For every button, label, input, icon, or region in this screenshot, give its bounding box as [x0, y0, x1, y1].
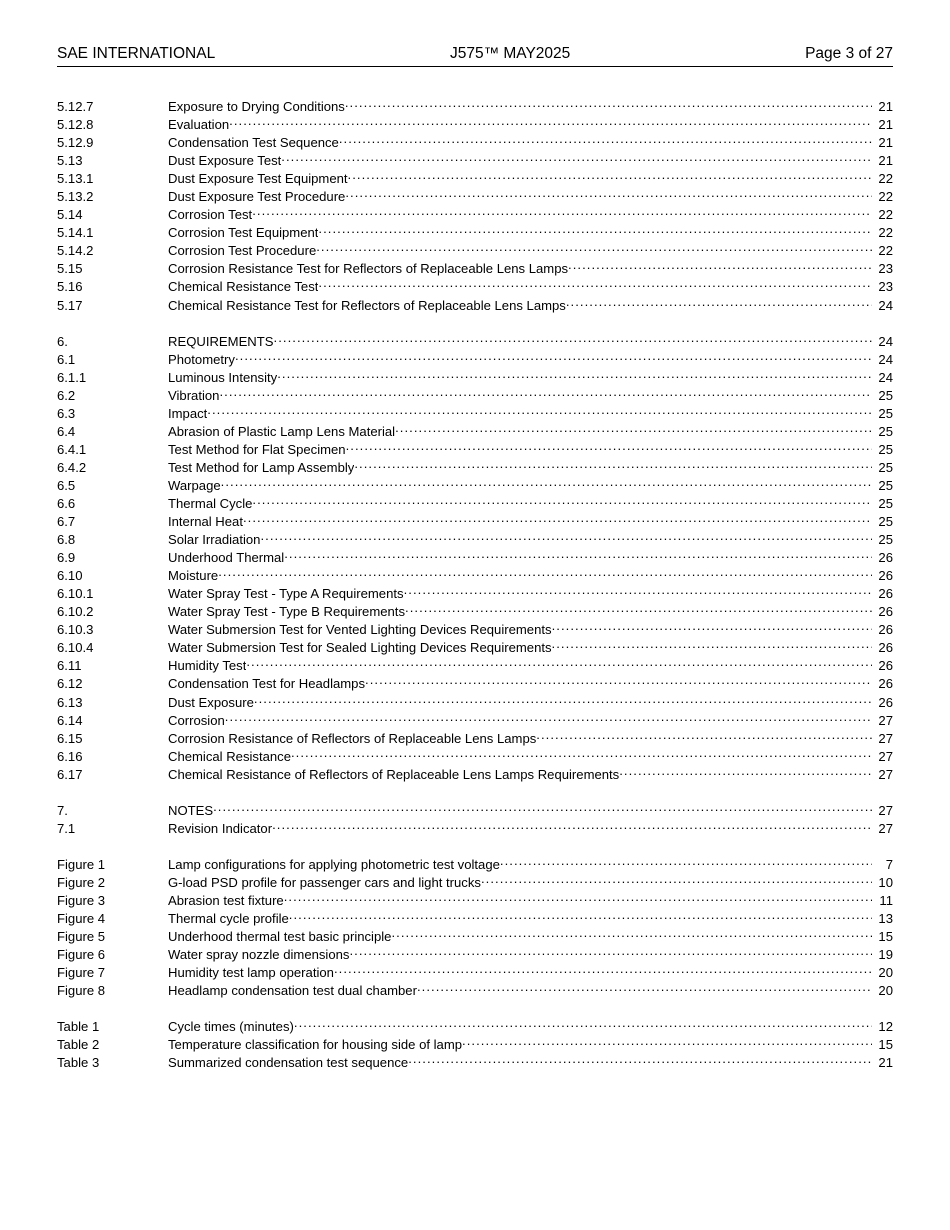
table-of-contents	[57, 97, 893, 1071]
toc-dot-leader	[207, 404, 872, 418]
toc-entry[interactable]	[57, 151, 893, 169]
toc-entry-title: Underhood thermal test basic principle	[168, 929, 392, 945]
toc-dot-leader	[417, 981, 872, 995]
toc-entry-page: 26	[878, 604, 893, 620]
toc-dot-leader	[213, 801, 872, 815]
toc-entry-number: 5.12.8	[57, 117, 94, 133]
toc-entry-title: Photometry	[168, 351, 235, 367]
toc-group-section-5-continued	[57, 97, 893, 314]
toc-dot-leader	[345, 97, 872, 111]
toc-entry[interactable]	[57, 115, 893, 133]
toc-entry-title: Solar Irradiation	[168, 532, 261, 548]
toc-entry-number: Figure 2	[57, 874, 106, 890]
toc-entry-page: 27	[878, 766, 893, 782]
toc-entry-number: Table 1	[57, 1019, 100, 1035]
toc-dot-leader	[568, 259, 872, 273]
toc-entry-title: Humidity Test	[168, 658, 247, 674]
toc-dot-leader	[345, 187, 872, 201]
toc-entry-page: 24	[878, 333, 893, 349]
toc-group-section-6-requirements	[57, 332, 893, 783]
toc-entry-number: Figure 1	[57, 856, 106, 872]
toc-entry-page: 7	[885, 856, 893, 872]
toc-dot-leader	[552, 638, 872, 652]
toc-entry-number: 5.13	[57, 153, 83, 169]
toc-entry[interactable]	[57, 548, 893, 566]
toc-entry-number: 6.1	[57, 351, 76, 367]
toc-entry-page: 24	[878, 351, 893, 367]
toc-dot-leader	[221, 476, 872, 490]
toc-entry-title: Dust Exposure	[168, 694, 254, 710]
toc-entry-page: 22	[878, 207, 893, 223]
toc-dot-leader	[348, 169, 872, 183]
toc-entry[interactable]	[57, 277, 893, 295]
toc-entry-page: 26	[878, 550, 893, 566]
toc-entry-number: 6.4	[57, 423, 76, 439]
page-header	[57, 44, 893, 67]
toc-dot-leader	[289, 909, 872, 923]
toc-entry-title: Water Spray Test - Type A Requirements	[168, 586, 404, 602]
toc-entry-number: 6.10	[57, 568, 83, 584]
toc-entry-number: 6.6	[57, 495, 76, 511]
toc-dot-leader	[218, 566, 872, 580]
toc-entry-page: 26	[878, 658, 893, 674]
toc-dot-leader	[318, 277, 872, 291]
toc-entry[interactable]	[57, 440, 893, 458]
toc-entry-number: 5.13.2	[57, 189, 94, 205]
header-organization: SAE INTERNATIONAL	[57, 45, 216, 62]
toc-dot-leader	[229, 115, 872, 129]
toc-entry[interactable]	[57, 566, 893, 584]
toc-entry-page: 26	[878, 640, 893, 656]
toc-entry-number: 5.14	[57, 207, 83, 223]
toc-dot-leader	[566, 296, 872, 310]
toc-entry-title: Test Method for Lamp Assembly	[168, 459, 355, 475]
toc-entry[interactable]	[57, 259, 893, 277]
toc-dot-leader	[408, 1053, 872, 1067]
toc-entry-number: 6.16	[57, 748, 83, 764]
toc-entry[interactable]	[57, 873, 893, 891]
toc-entry-number: 5.12.9	[57, 135, 94, 151]
toc-entry-number: 6.7	[57, 514, 76, 530]
toc-entry-page: 25	[878, 459, 893, 475]
toc-entry[interactable]	[57, 711, 893, 729]
toc-dot-leader	[277, 368, 872, 382]
toc-dot-leader	[291, 747, 872, 761]
toc-entry-title: Corrosion Resistance Test for Reflectors of Replaceable Lens Lamps	[168, 261, 569, 277]
toc-entry-title: Water Spray Test - Type B Requirements	[168, 604, 405, 620]
toc-dot-leader	[349, 945, 872, 959]
toc-dot-leader	[395, 422, 872, 436]
toc-entry-title: Chemical Resistance	[168, 748, 291, 764]
toc-entry-title: Lamp configurations for applying photometric test voltage	[168, 856, 500, 872]
toc-entry-title: NOTES	[168, 802, 214, 818]
toc-entry-number: 6.10.1	[57, 586, 94, 602]
toc-entry-title: Chemical Resistance Test	[168, 279, 319, 295]
toc-entry-title: Impact	[168, 405, 208, 421]
toc-entry[interactable]	[57, 638, 893, 656]
toc-entry-page: 22	[878, 171, 893, 187]
toc-dot-leader	[252, 494, 872, 508]
toc-dot-leader	[219, 386, 872, 400]
toc-entry-number: 5.14.1	[57, 225, 94, 241]
toc-dot-leader	[339, 133, 872, 147]
toc-entry-number: 6.1.1	[57, 369, 87, 385]
toc-entry-title: Corrosion	[168, 712, 225, 728]
toc-entry-page: 22	[878, 189, 893, 205]
toc-entry-number: 6.8	[57, 532, 76, 548]
toc-entry-page: 23	[878, 279, 893, 295]
toc-group-figures	[57, 855, 893, 999]
toc-entry-title: Dust Exposure Test Procedure	[168, 189, 346, 205]
toc-dot-leader	[334, 963, 872, 977]
toc-dot-leader	[391, 927, 872, 941]
toc-entry-number: 5.13.1	[57, 171, 94, 187]
toc-entry-number: 6.	[57, 333, 68, 349]
toc-entry[interactable]	[57, 530, 893, 548]
toc-entry-number: 5.17	[57, 297, 83, 313]
toc-entry-page: 25	[878, 387, 893, 403]
toc-entry-number: Figure 4	[57, 910, 106, 926]
toc-entry-number: 6.4.2	[57, 459, 87, 475]
toc-entry-number: 6.3	[57, 405, 76, 421]
toc-entry[interactable]	[57, 169, 893, 187]
toc-entry-title: Headlamp condensation test dual chamber	[168, 983, 417, 999]
toc-entry[interactable]	[57, 909, 893, 927]
toc-entry-title: Dust Exposure Test Equipment	[168, 171, 348, 187]
toc-entry-page: 21	[878, 117, 893, 133]
header-page-number: Page 3 of 27	[805, 45, 893, 62]
toc-dot-leader	[294, 1017, 872, 1031]
toc-entry-page: 25	[878, 405, 893, 421]
toc-entry-number: 7.	[57, 802, 68, 818]
toc-entry-page: 20	[878, 983, 893, 999]
toc-entry-page: 25	[878, 477, 893, 493]
toc-entry[interactable]	[57, 674, 893, 692]
toc-entry-page: 26	[878, 622, 893, 638]
toc-entry-number: 6.9	[57, 550, 76, 566]
toc-entry[interactable]	[57, 1053, 893, 1071]
toc-entry-title: Abrasion of Plastic Lamp Lens Material	[168, 423, 396, 439]
toc-entry[interactable]	[57, 945, 893, 963]
toc-entry-page: 10	[878, 874, 893, 890]
toc-entry-title: Corrosion Test Procedure	[168, 243, 317, 259]
toc-entry-page: 27	[878, 820, 893, 836]
toc-entry-page: 27	[878, 802, 893, 818]
toc-dot-leader	[243, 512, 872, 526]
toc-entry-page: 26	[878, 676, 893, 692]
toc-entry-title: Moisture	[168, 568, 219, 584]
toc-entry-page: 15	[878, 929, 893, 945]
toc-entry-title: Cycle times (minutes)	[168, 1019, 294, 1035]
toc-entry-title: Abrasion test fixture	[168, 892, 284, 908]
toc-entry[interactable]	[57, 855, 893, 873]
toc-dot-leader	[536, 729, 872, 743]
toc-entry-title: Thermal Cycle	[168, 495, 253, 511]
toc-dot-leader	[254, 693, 872, 707]
toc-entry[interactable]	[57, 693, 893, 711]
toc-dot-leader	[404, 584, 872, 598]
toc-entry-page: 25	[878, 532, 893, 548]
toc-entry-page: 22	[878, 225, 893, 241]
toc-entry-number: 5.15	[57, 261, 83, 277]
toc-entry[interactable]	[57, 422, 893, 440]
toc-group-section-7-notes	[57, 801, 893, 837]
toc-entry-page: 27	[878, 730, 893, 746]
toc-entry[interactable]	[57, 729, 893, 747]
toc-entry-number: Figure 5	[57, 929, 106, 945]
toc-entry[interactable]	[57, 133, 893, 151]
toc-entry-number: 6.5	[57, 477, 76, 493]
toc-dot-leader	[274, 332, 873, 346]
toc-entry[interactable]	[57, 458, 893, 476]
toc-entry-title: Temperature classification for housing side of lamp	[168, 1037, 463, 1053]
toc-entry[interactable]	[57, 765, 893, 783]
toc-dot-leader	[284, 548, 872, 562]
toc-entry[interactable]	[57, 368, 893, 386]
toc-entry[interactable]	[57, 620, 893, 638]
toc-entry[interactable]	[57, 602, 893, 620]
toc-entry-title: Vibration	[168, 387, 220, 403]
toc-entry-title: G-load PSD profile for passenger cars and light trucks	[168, 874, 481, 890]
toc-entry-number: 6.10.3	[57, 622, 94, 638]
toc-entry-number: Table 2	[57, 1037, 100, 1053]
toc-dot-leader	[481, 873, 872, 887]
toc-entry-title: Chemical Resistance of Reflectors of Replaceable Lens Lamps Requirements	[168, 766, 620, 782]
toc-entry[interactable]	[57, 494, 893, 512]
toc-entry[interactable]	[57, 404, 893, 422]
toc-entry-title: Condensation Test for Headlamps	[168, 676, 366, 692]
toc-entry-number: Figure 8	[57, 983, 106, 999]
toc-dot-leader	[354, 458, 872, 472]
toc-dot-leader	[405, 602, 872, 616]
toc-entry-page: 26	[878, 568, 893, 584]
toc-entry[interactable]	[57, 747, 893, 765]
toc-dot-leader	[500, 855, 872, 869]
toc-dot-leader	[260, 530, 872, 544]
toc-entry-number: 6.15	[57, 730, 83, 746]
toc-entry-page: 21	[878, 153, 893, 169]
toc-entry-title: Dust Exposure Test	[168, 153, 282, 169]
toc-dot-leader	[284, 891, 872, 905]
toc-entry-number: Figure 3	[57, 892, 106, 908]
toc-entry-title: Corrosion Test Equipment	[168, 225, 319, 241]
toc-entry-title: Revision Indicator	[168, 820, 273, 836]
toc-dot-leader	[246, 656, 872, 670]
toc-entry-title: Exposure to Drying Conditions	[168, 99, 345, 114]
toc-entry-number: 5.16	[57, 279, 83, 295]
toc-entry-number: 6.12	[57, 676, 83, 692]
toc-entry[interactable]	[57, 296, 893, 314]
toc-entry[interactable]	[57, 512, 893, 530]
toc-entry-page: 26	[878, 694, 893, 710]
toc-entry[interactable]	[57, 386, 893, 404]
toc-entry-page: 25	[878, 423, 893, 439]
toc-dot-leader	[552, 620, 872, 634]
toc-dot-leader	[365, 674, 872, 688]
toc-entry-page: 25	[878, 514, 893, 530]
toc-entry[interactable]	[57, 819, 893, 837]
toc-entry[interactable]	[57, 1035, 893, 1053]
toc-dot-leader	[281, 151, 872, 165]
toc-entry-number: 6.13	[57, 694, 83, 710]
toc-entry[interactable]	[57, 1017, 893, 1035]
toc-entry-page: 20	[878, 965, 893, 981]
toc-entry-page: 22	[878, 243, 893, 259]
toc-entry[interactable]	[57, 205, 893, 223]
toc-entry-title: Luminous Intensity	[168, 369, 278, 385]
toc-entry-title: Chemical Resistance Test for Reflectors of Replaceable Lens Lamps	[168, 297, 566, 313]
toc-entry-title: Corrosion Resistance of Reflectors of Replaceable Lens Lamps	[168, 730, 537, 746]
toc-entry-title: Evaluation	[168, 117, 230, 133]
toc-entry-page: 24	[878, 297, 893, 313]
toc-entry[interactable]	[57, 891, 893, 909]
toc-entry[interactable]	[57, 350, 893, 368]
toc-entry[interactable]	[57, 223, 893, 241]
toc-dot-leader	[462, 1035, 872, 1049]
toc-entry-page: 25	[878, 495, 893, 511]
toc-entry-page: 15	[878, 1037, 893, 1053]
toc-group-tables	[57, 1017, 893, 1071]
toc-entry-number: Figure 7	[57, 965, 106, 981]
toc-entry-page: 12	[878, 1019, 893, 1035]
toc-entry[interactable]	[57, 187, 893, 205]
toc-entry-page: 27	[878, 712, 893, 728]
toc-entry-page: 24	[878, 369, 893, 385]
toc-entry-title: Test Method for Flat Specimen	[168, 441, 346, 457]
toc-dot-leader	[316, 241, 872, 255]
toc-entry[interactable]	[57, 97, 893, 115]
toc-entry-page: 27	[878, 748, 893, 764]
toc-entry-title: Water Submersion Test for Vented Lighting Devices Requirements	[168, 622, 552, 638]
toc-entry[interactable]	[57, 927, 893, 945]
toc-dot-leader	[619, 765, 872, 779]
toc-dot-leader	[235, 350, 872, 364]
toc-entry-title: Internal Heat	[168, 514, 243, 530]
toc-entry[interactable]	[57, 241, 893, 259]
toc-entry-title: Underhood Thermal	[168, 550, 285, 566]
toc-entry-page: 21	[878, 99, 893, 114]
toc-entry[interactable]	[57, 963, 893, 981]
toc-entry-number: Table 3	[57, 1055, 100, 1071]
toc-entry-title: Summarized condensation test sequence	[168, 1055, 409, 1071]
toc-entry-number: 6.17	[57, 766, 83, 782]
toc-entry-number: 5.14.2	[57, 243, 94, 259]
toc-entry-page: 26	[878, 586, 893, 602]
toc-entry-page: 11	[879, 892, 893, 908]
toc-entry-page: 25	[878, 441, 893, 457]
toc-entry[interactable]	[57, 584, 893, 602]
toc-entry[interactable]	[57, 332, 893, 350]
toc-entry-title: Water Submersion Test for Sealed Lighting Devices Requirements	[168, 640, 552, 656]
toc-entry-number: 6.14	[57, 712, 83, 728]
toc-entry-page: 23	[878, 261, 893, 277]
toc-dot-leader	[252, 205, 872, 219]
toc-entry-number: 6.10.2	[57, 604, 94, 620]
toc-entry-number: 5.12.7	[57, 99, 94, 114]
toc-entry-title: REQUIREMENTS	[168, 333, 274, 349]
toc-dot-leader	[346, 440, 872, 454]
toc-dot-leader	[225, 711, 872, 725]
toc-entry-title: Corrosion Test	[168, 207, 253, 223]
toc-dot-leader	[272, 819, 872, 833]
toc-entry-number: 6.2	[57, 387, 76, 403]
toc-entry-page: 19	[878, 947, 893, 963]
toc-entry-page: 13	[878, 910, 893, 926]
toc-entry-title: Humidity test lamp operation	[168, 965, 334, 981]
header-document-id: J575™ MAY2025	[449, 45, 571, 62]
toc-entry[interactable]	[57, 801, 893, 819]
toc-entry-title: Water spray nozzle dimensions	[168, 947, 350, 963]
toc-entry-title: Thermal cycle profile	[168, 910, 289, 926]
toc-entry-number: 6.4.1	[57, 441, 87, 457]
toc-entry[interactable]	[57, 476, 893, 494]
toc-entry-title: Warpage	[168, 477, 221, 493]
toc-entry-number: Figure 6	[57, 947, 106, 963]
toc-entry-number: 6.10.4	[57, 640, 94, 656]
toc-dot-leader	[318, 223, 872, 237]
toc-entry-title: Condensation Test Sequence	[168, 135, 339, 151]
toc-entry-number: 6.11	[57, 658, 82, 674]
toc-entry[interactable]	[57, 656, 893, 674]
toc-entry-page: 21	[878, 1055, 893, 1071]
toc-entry-number: 7.1	[57, 820, 76, 836]
toc-entry[interactable]	[57, 981, 893, 999]
toc-entry-page: 21	[878, 135, 893, 151]
